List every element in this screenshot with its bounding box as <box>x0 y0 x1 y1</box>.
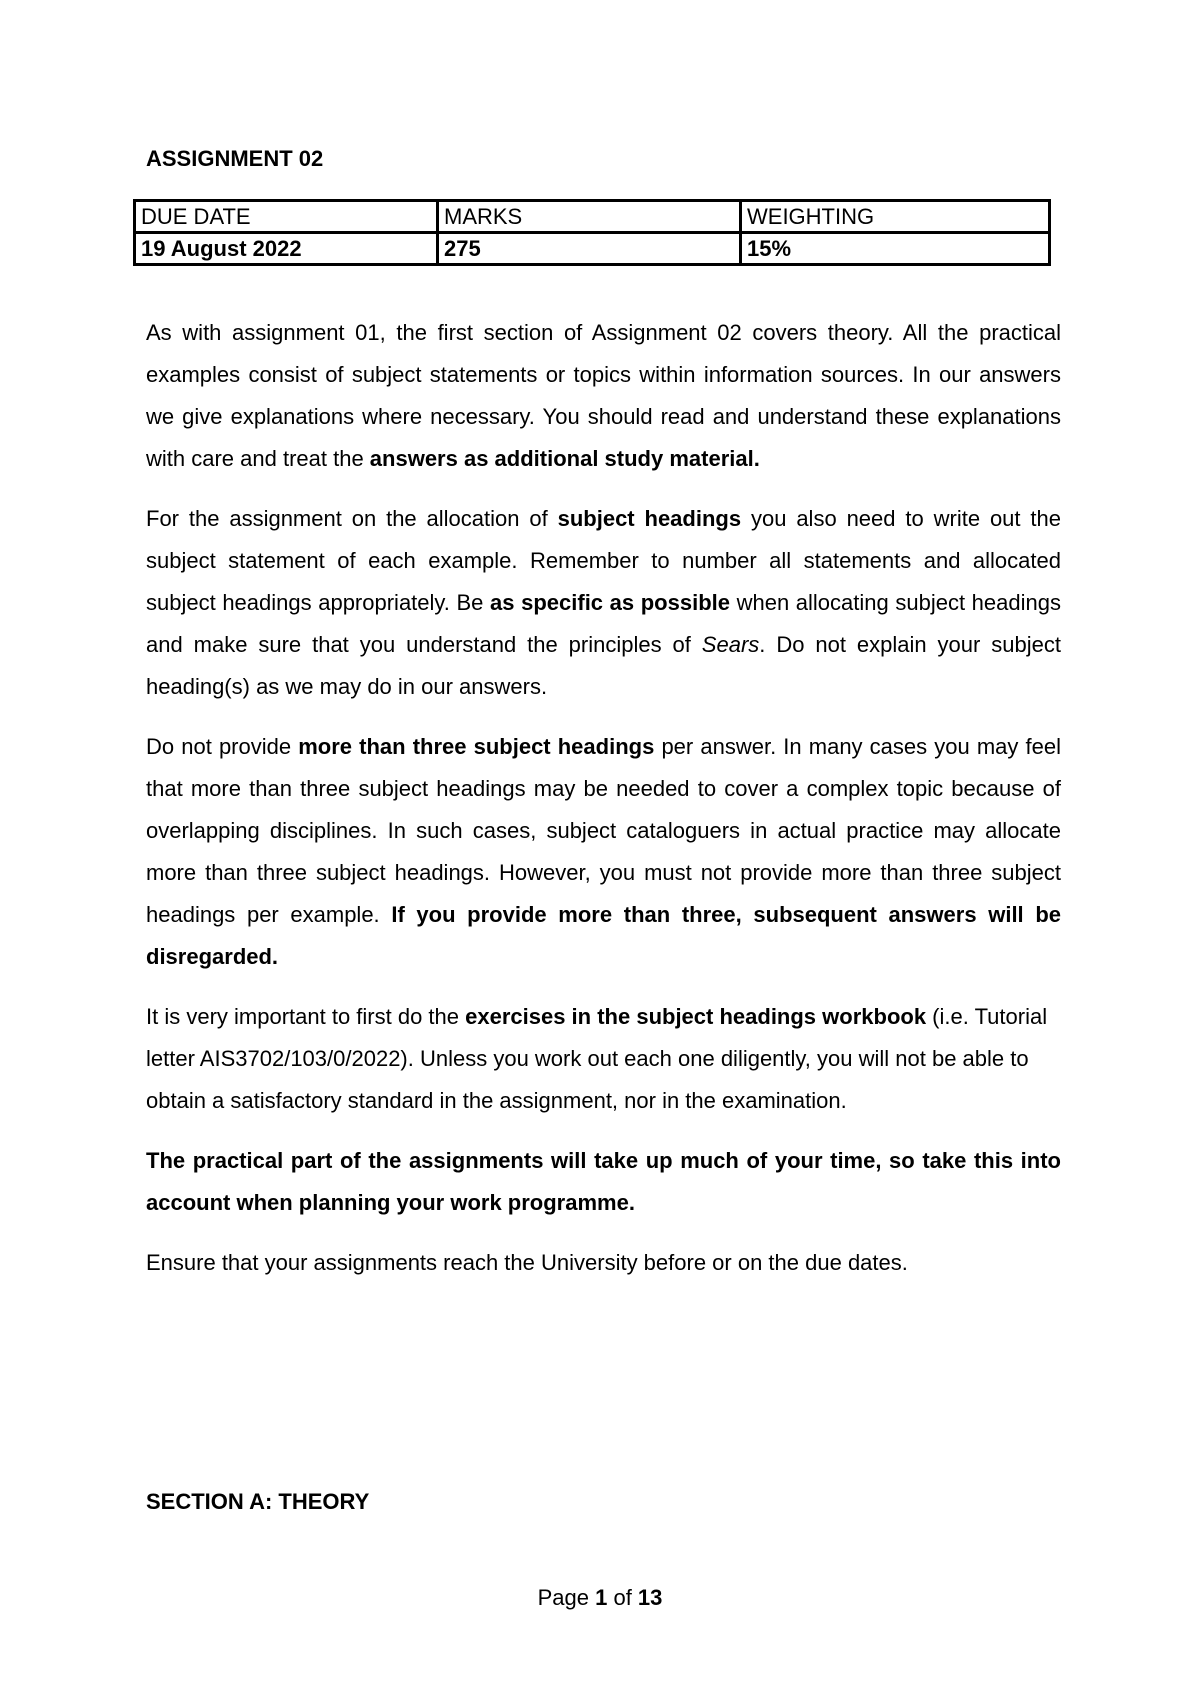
table-value-row <box>135 233 1050 265</box>
emphasis-text: exercises in the subject headings workbook <box>465 1004 927 1029</box>
paragraph-subject-headings <box>146 498 1061 708</box>
instructions-body <box>146 312 1061 1302</box>
paragraph-deadline: Ensure that your assignments reach the University before or on the due dates. <box>146 1250 908 1275</box>
text-run: As with assignment 01, the first section of Assignment 02 covers theory. All the practical examples consist of subject statements or topics within information sources. In our answers we give explanations where necessary. You should read and understand these explanations with care and treat the <box>146 320 1061 471</box>
weighting-header: WEIGHTING <box>741 201 1050 233</box>
marks-header: MARKS <box>438 201 741 233</box>
due-date-header: DUE DATE <box>135 201 438 233</box>
text-run: It is very important to first do the <box>146 1004 466 1029</box>
current-page-number: 1 <box>595 1585 608 1610</box>
text-run: you also need to write out the subject statement of each example. Remember to number all statements and allocated subject headings appropriately. Be <box>146 506 1061 615</box>
text-run: per answer. In many cases you may feel that more than three subject headings may be needed to cover a complex topic because of overlapping disciplines. In such cases, subject cataloguers in actual practice may allocate more than three subject headings. However, you must not provide more than three subject headings per example. <box>146 734 1062 927</box>
table-header-row <box>135 201 1050 233</box>
text-run: when allocating subject headings and make sure that you understand the principles of <box>146 590 1061 657</box>
text-run: . Do not explain your subject heading(s) as we may do in our answers. <box>146 632 1061 699</box>
text-run: Do not provide <box>146 734 299 759</box>
emphasis-text: more than three subject headings <box>298 734 655 759</box>
assignment-info-table <box>133 199 1051 266</box>
paragraph-practical: The practical part of the assignments will take up much of your time, so take this into account when planning your work programme. <box>146 1148 1061 1215</box>
text-run: (i.e. Tutorial letter AIS3702/103/0/2022). Unless you work out each one diligently, you will not be able to obtain a satisfactory standard in the assignment, nor in the examination. <box>146 1004 1048 1113</box>
due-date-value: 19 August 2022 <box>135 233 438 265</box>
emphasis-text: If you provide more than three, subsequent answers will be disregarded. <box>146 902 1061 969</box>
assignment-title: ASSIGNMENT 02 <box>146 146 324 171</box>
emphasis-text: subject headings <box>557 506 742 531</box>
paragraph-intro <box>146 312 1061 480</box>
text-run: For the assignment on the allocation of <box>146 506 558 531</box>
marks-value: 275 <box>438 233 741 265</box>
weighting-value: 15% <box>741 233 1050 265</box>
page-label: Page <box>537 1585 596 1610</box>
emphasis-text: answers as additional study material. <box>369 446 760 471</box>
page-number-footer <box>0 1585 1200 1611</box>
paragraph-limit <box>146 726 1061 978</box>
emphasis-text: as specific as possible <box>490 590 730 615</box>
of-label: of <box>607 1585 638 1610</box>
italic-text: Sears <box>701 632 760 657</box>
section-heading: SECTION A: THEORY <box>146 1489 370 1514</box>
total-pages-number: 13 <box>637 1585 663 1610</box>
paragraph-workbook <box>146 996 1061 1122</box>
